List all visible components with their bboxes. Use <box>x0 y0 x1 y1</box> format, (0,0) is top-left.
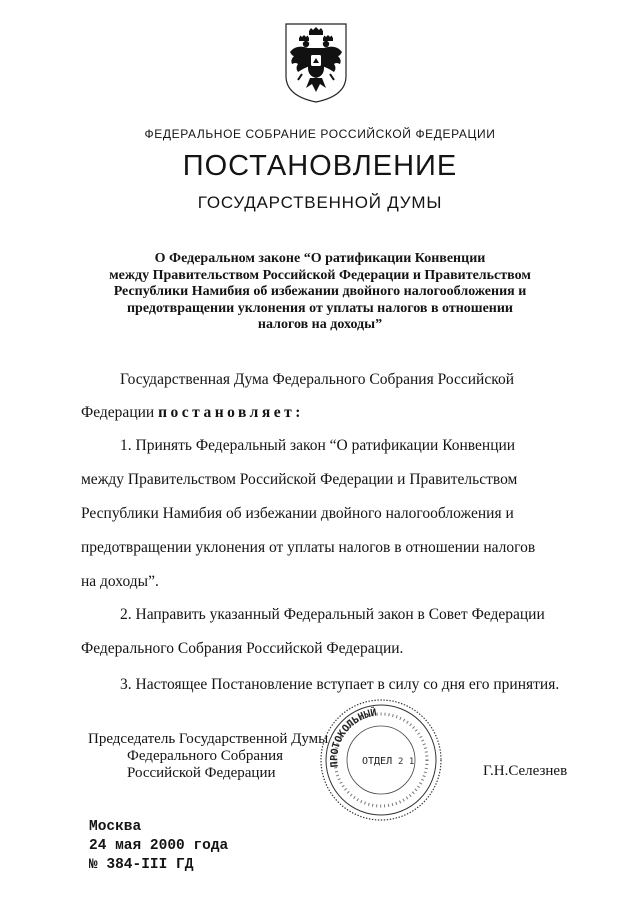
law-title-line: предотвращении уклонения от уплаты налогов в отношении <box>126 300 514 316</box>
item2-line: 2. Направить указанный Федеральный закон в Совет Федерации <box>120 606 545 623</box>
signatory-name: Г.Н.Селезнев <box>483 763 568 779</box>
law-title-line: между Правительством Российской Федерации и Правительством <box>109 267 531 283</box>
item2-line: Федерального Собрания Российской Федерации. <box>81 640 404 657</box>
item1-line: на доходы”. <box>81 573 159 590</box>
law-title <box>0 251 640 334</box>
assembly-name: ФЕДЕРАЛЬНОЕ СОБРАНИЕ РОССИЙСКОЙ ФЕДЕРАЦИИ <box>144 127 496 141</box>
stamp-label: ПРОТОКОЛЬНЫЙ <box>329 707 378 768</box>
signatory-position: Председатель Государственной Думы <box>88 731 329 747</box>
law-title-line: О Федеральном законе “О ратификации Конвенции <box>154 251 486 266</box>
coat-of-arms-icon <box>278 22 354 104</box>
intro-line-2 <box>81 404 304 422</box>
decree-word: постановляет: <box>158 404 304 421</box>
item1-line: между Правительством Российской Федерации и Правительством <box>81 471 518 488</box>
signatory-position: Российской Федерации <box>127 765 276 781</box>
document-subtitle: ГОСУДАРСТВЕННОЙ ДУМЫ <box>197 193 443 212</box>
date: 24 мая 2000 года <box>89 838 229 854</box>
signatory-position: Федерального Собрания <box>127 748 284 764</box>
item1-line: 1. Принять Федеральный закон “О ратификации Конвенции <box>120 437 516 454</box>
intro-text: Федерации <box>81 404 159 421</box>
item1-line: Республики Намибия об избежании двойного налогообложения и <box>81 505 514 522</box>
svg-text:2 1: 2 1 <box>398 757 415 767</box>
item3-line: 3. Настоящее Постановление вступает в силу со дня его принятия. <box>120 676 560 693</box>
law-title-line: Республики Намибия об избежании двойного налогообложения и <box>113 284 527 299</box>
intro-line: Государственная Дума Федерального Собрания Российской <box>120 371 514 388</box>
official-stamp <box>318 697 444 823</box>
document-number: № 384-III ГД <box>89 857 194 873</box>
law-title-line: налогов на доходы” <box>257 317 383 332</box>
item1-line: предотвращении уклонения от уплаты налогов в отношении налогов <box>81 539 536 556</box>
stamp-dept: ОТДЕЛ <box>362 756 393 767</box>
place: Москва <box>89 819 142 835</box>
document-title: ПОСТАНОВЛЕНИЕ <box>182 150 458 182</box>
